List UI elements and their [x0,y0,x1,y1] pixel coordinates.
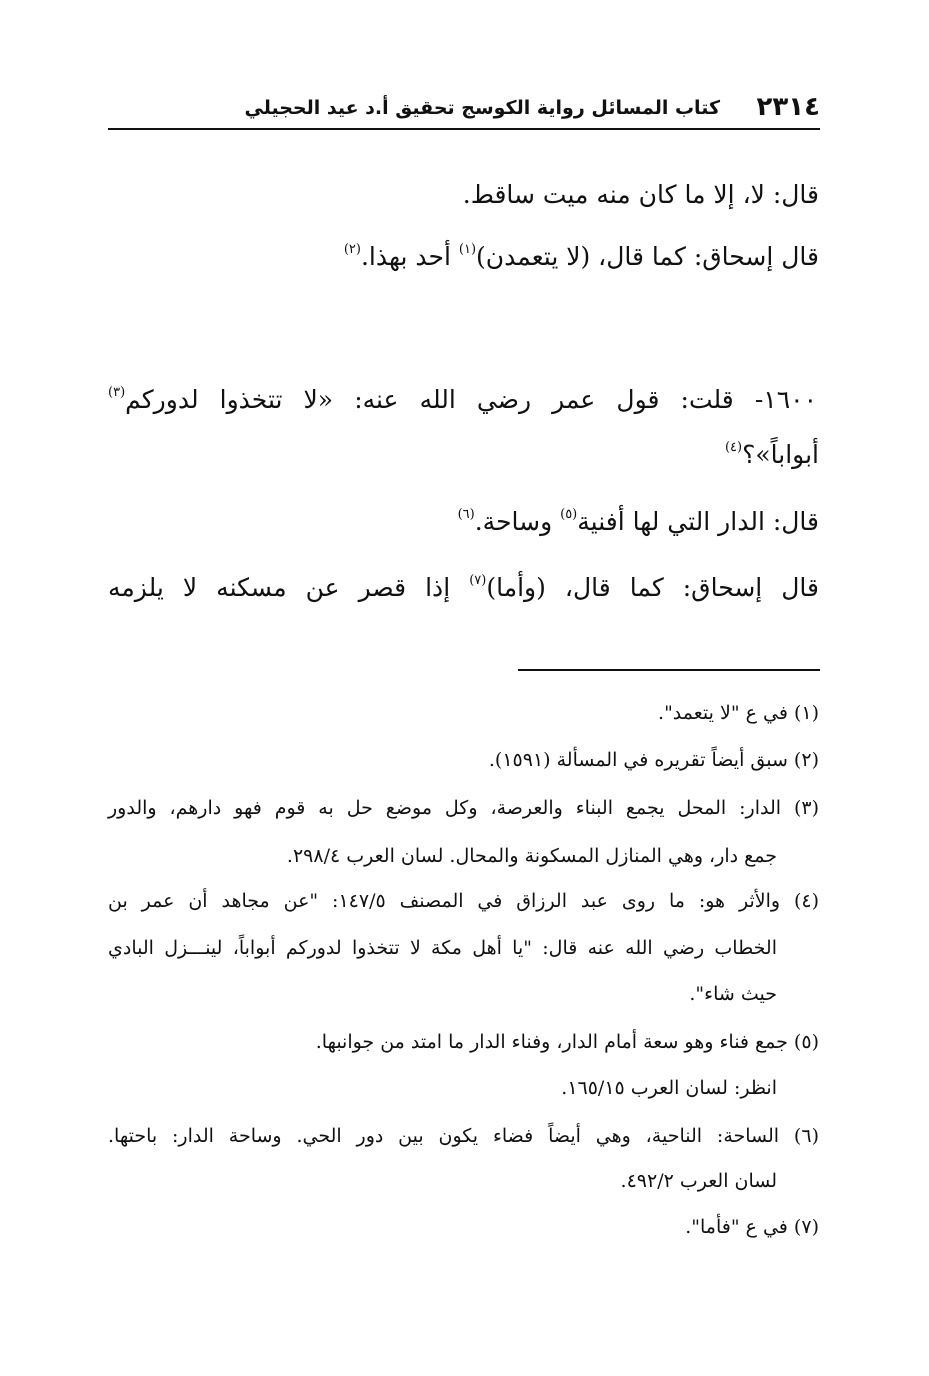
footnote-ref: (١) [458,242,477,257]
footnote-ref: (٣) [108,385,126,400]
footnote-6-line-2: لسان العرب ٤٩٢/٢. [620,1170,777,1192]
footnote-2: (٢) سبق أيضاً تقريره في المسألة (١٥٩١). [488,749,819,771]
footnote-ref: (٧) [469,573,487,588]
footnote-7: (٧) في ع "فأما". [685,1216,819,1238]
footnote-ref: (٤) [724,440,743,455]
footnote-4-line-3: حيث شاء". [689,983,777,1005]
footnote-ref: (٦) [457,507,475,522]
footnote-4-line-1: (٤) والأثر هو: ما روى عبد الرزاق في المصنف ١٤٧/٥: "عن مجاهد أن عمر بن [108,890,819,912]
footnote-4-line-2: الخطاب رضي الله عنه قال: "يا أهل مكة لا تتخذوا لدوركم أبواباً، لينـــزل البادي [108,937,777,959]
footnote-separator [518,669,820,671]
page-number: ٢٣١٤ [756,92,820,122]
footnote-ref: (٥) [560,507,578,522]
text-line-1: قال: لا، إلا ما كان منه ميت ساقط. [462,180,819,209]
footnote-5-line-2: انظر: لسان العرب ١٦٥/١٥. [561,1077,777,1099]
answer-line: قال: الدار التي لها أفنية$^{(٥)}$ وساحة.$^{(٦)}$ [457,507,819,536]
question-1600-line-1: ١٦٠٠- قلت: قول عمر رضي الله عنه: «لا تتخذوا لدوركم$^{(٣)}$ [108,385,817,414]
question-1600-line-2: أبواباً»؟$^{(٤)}$ [724,440,819,469]
footnote-ref: (٢) [343,242,361,257]
text-line-2: قال إسحاق: كما قال، (لا يتعمدن)$^{(١)}$ أحد بهذا.$^{(٢)}$ [343,242,819,271]
ishaq-line: قال إسحاق: كما قال، (وأما)$^{(٧)}$ إذا قصر عن مسكنه لا يلزمه [108,573,820,602]
footnote-3-line-1: (٣) الدار: المحل يجمع البناء والعرصة، وكل موضع حل به قوم فهو دارهم، والدور [108,797,819,819]
page-header [108,90,820,130]
footnote-5-line-1: (٥) جمع فناء وهو سعة أمام الدار، وفناء الدار ما امتد من جوانبها. [315,1031,819,1053]
footnote-1: (١) في ع "لا يتعمد". [658,702,819,724]
footnote-6-line-1: (٦) الساحة: الناحية، وهي أيضاً فضاء يكون بين دور الحي. وساحة الدار: باحتها. [108,1125,819,1147]
footnote-3-line-2: جمع دار، وهي المنازل المسكونة والمحال. لسان العرب ٢٩٨/٤. [286,845,777,867]
running-title: كتاب المسائل رواية الكوسج تحقيق أ.د عيد الحجيلي [244,97,720,119]
